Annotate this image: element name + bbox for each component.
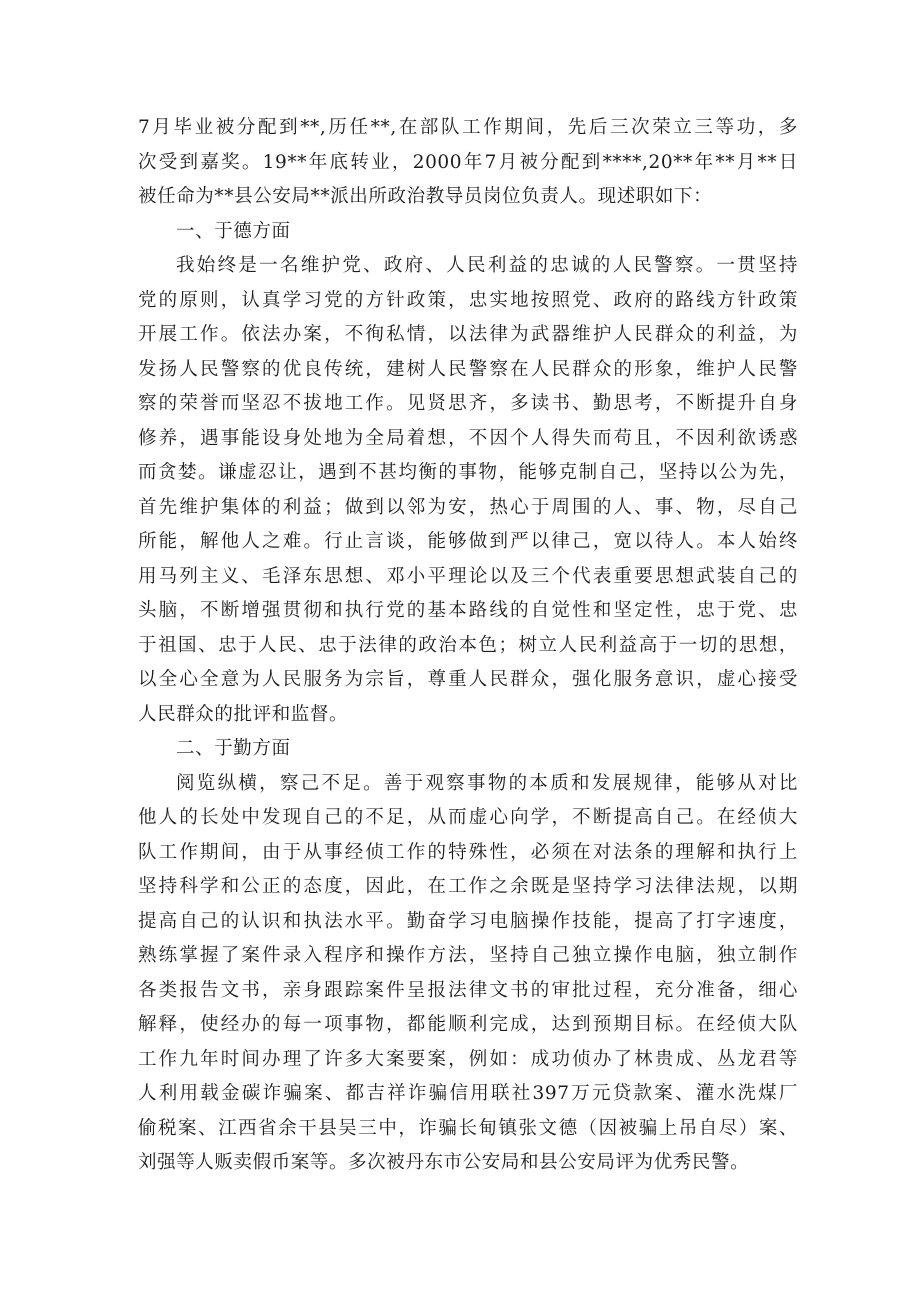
section-heading-de: 一、于德方面 bbox=[176, 220, 291, 242]
body-line: 人民群众的批评和监督。 bbox=[138, 703, 349, 725]
body-line: 坚持科学和公正的态度，因此，在工作之余既是坚持学习法律法规，以期 bbox=[138, 876, 798, 897]
body-line: 队工作期间，由于从事经侦工作的特殊性，必须在对法条的理解和执行上 bbox=[138, 841, 798, 863]
body-line: 提高自己的认识和执法水平。勤奋学习电脑操作技能，提高了打字速度， bbox=[138, 910, 798, 932]
body-line: 解释，使经办的每一项事物，都能顺利完成，达到预期目标。在经侦大队 bbox=[138, 1014, 798, 1035]
body-line: 次受到嘉奖。19**年底转业，2000年7月被分配到****,20**年**月**日 bbox=[138, 151, 798, 173]
section-heading-qin: 二、于勤方面 bbox=[176, 738, 291, 759]
body-line: 各类报告文书，亲身跟踪案件呈报法律文书的审批过程，充分准备，细心 bbox=[138, 979, 798, 1001]
body-line: 被任命为**县公安局**派出所政治教导员岗位负责人。现述职如下： bbox=[138, 186, 713, 207]
body-line: 察的荣誉而坚忍不拔地工作。见贤思齐，多读书、勤思考，不断提升自身 bbox=[138, 393, 798, 414]
body-line: 人利用载金碳诈骗案、都吉祥诈骗信用联社397万元贷款案、灌水洗煤厂 bbox=[138, 1083, 798, 1104]
body-line: 修养，遇事能设身处地为全局着想，不因个人得失而苟且，不因利欲诱惑 bbox=[138, 427, 798, 449]
body-line: 于祖国、忠于人民、忠于法律的政治本色；树立人民利益高于一切的思想， bbox=[138, 634, 798, 656]
body-line: 所能，解他人之难。行止言谈，能够做到严以律己，宽以待人。本人始终 bbox=[138, 531, 798, 552]
body-line: 7月毕业被分配到**,历任**,在部队工作期间，先后三次荣立三等功，多 bbox=[138, 117, 798, 138]
body-line: 他人的长处中发现自己的不足，从而虚心向学，不断提高自己。在经侦大 bbox=[138, 807, 798, 828]
body-line: 工作九年时间办理了许多大案要案，例如：成功侦办了林贵成、丛龙君等 bbox=[138, 1048, 798, 1070]
body-line: 刘强等人贩卖假币案等。多次被丹东市公安局和县公安局评为优秀民警。 bbox=[138, 1152, 750, 1173]
body-line: 熟练掌握了案件录入程序和操作方法，坚持自己独立操作电脑，独立制作 bbox=[138, 945, 798, 966]
body-line: 以全心全意为人民服务为宗旨，尊重人民群众，强化服务意识，虚心接受 bbox=[138, 669, 798, 690]
body-line: 发扬人民警察的优良传统，建树人民警察在人民群众的形象，维护人民警 bbox=[138, 358, 798, 380]
body-line: 党的原则，认真学习党的方针政策，忠实地按照党、政府的路线方针政策 bbox=[138, 289, 798, 311]
body-line: 偷税案、江西省余干县吴三中，诈骗长甸镇张文德（因被骗上吊自尽）案、 bbox=[138, 1117, 798, 1139]
body-line: 而贪婪。谦虚忍让，遇到不甚均衡的事物，能够克制自己，坚持以公为先， bbox=[138, 462, 798, 483]
body-line: 用马列主义、毛泽东思想、邓小平理论以及三个代表重要思想武装自己的 bbox=[138, 565, 798, 587]
document-body bbox=[138, 111, 798, 1181]
body-line: 阅览纵横，察己不足。善于观察事物的本质和发展规律，能够从对比 bbox=[176, 772, 798, 794]
body-line: 我始终是一名维护党、政府、人民利益的忠诚的人民警察。一贯坚持 bbox=[176, 255, 798, 276]
body-line: 首先维护集体的利益；做到以邻为安，热心于周围的人、事、物，尽自己 bbox=[138, 496, 798, 518]
body-line: 开展工作。依法办案，不徇私情，以法律为武器维护人民群众的利益，为 bbox=[138, 324, 798, 345]
body-line: 头脑，不断增强贯彻和执行党的基本路线的自觉性和坚定性，忠于党、忠 bbox=[138, 600, 798, 621]
